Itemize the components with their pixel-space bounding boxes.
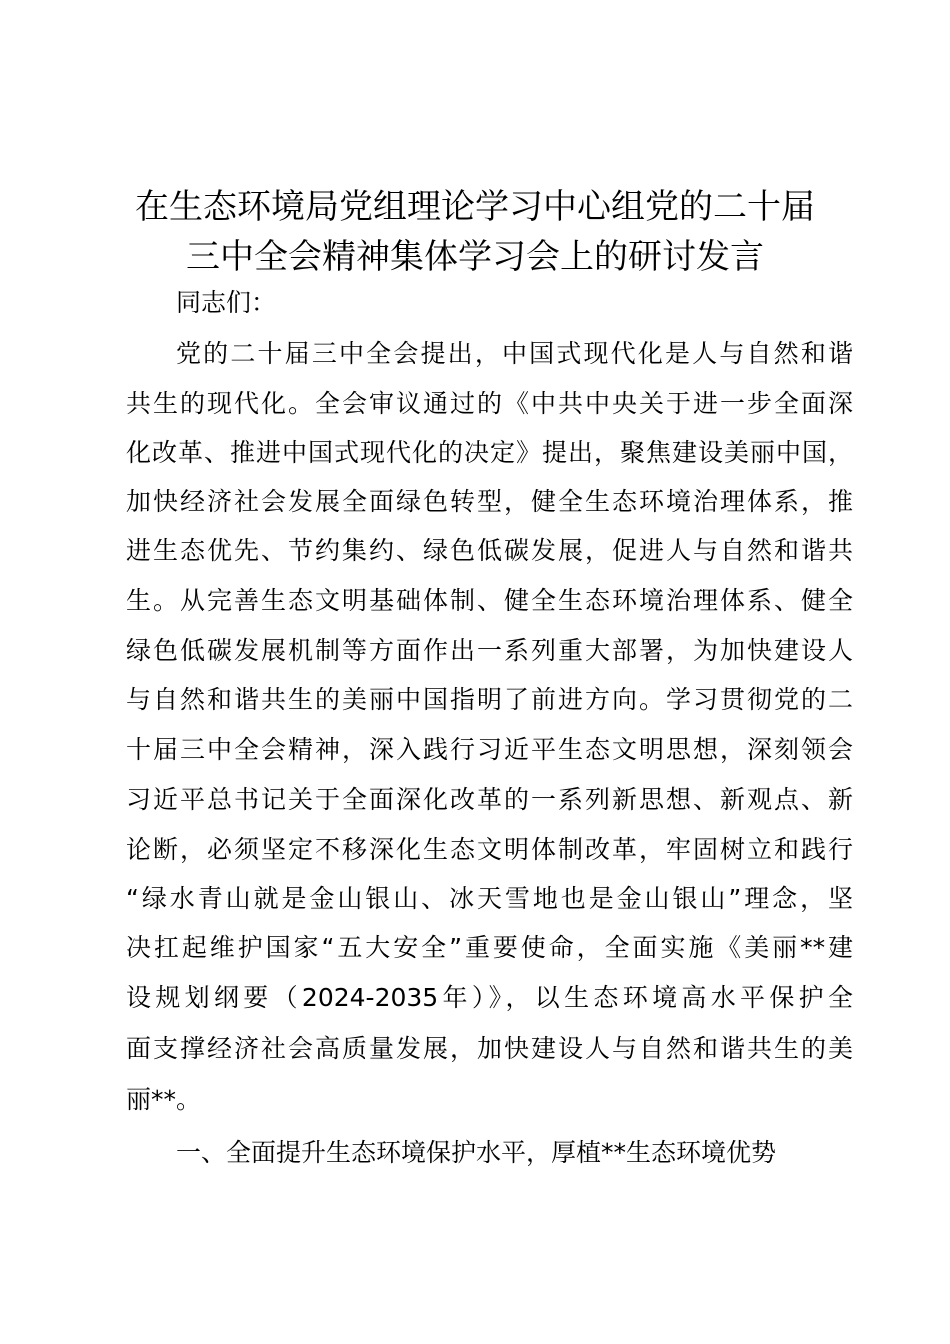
document-title-line-2: 三中全会精神集体学习会上的研讨发言 bbox=[186, 237, 764, 277]
body-line: 共生的现代化。全会审议通过的《中共中央关于进一步全面深 bbox=[126, 389, 853, 418]
body-line: 进生态优先、节约集约、绿色低碳发展，促进人与自然和谐共 bbox=[126, 536, 853, 565]
body-line: 十届三中全会精神，深入践行习近平生态文明思想，深刻领会 bbox=[126, 735, 853, 764]
body-line: 习近平总书记关于全面深化改革的一系列新思想、新观点、新 bbox=[126, 785, 853, 814]
body-line: 论断，必须坚定不移深化生态文明体制改革，牢固树立和践行 bbox=[126, 835, 853, 864]
body-line: 丽**。 bbox=[126, 1085, 202, 1114]
salutation: 同志们： bbox=[176, 288, 277, 317]
body-line: 生。从完善生态文明基础体制、健全生态环境治理体系、健全 bbox=[126, 586, 853, 615]
body-line: 绿色低碳发展机制等方面作出一系列重大部署，为加快建设人 bbox=[126, 636, 853, 665]
body-line: 党的二十届三中全会提出，中国式现代化是人与自然和谐 bbox=[176, 339, 853, 368]
body-line: 加快经济社会发展全面绿色转型，健全生态环境治理体系，推 bbox=[126, 487, 853, 516]
document-title-line-1: 在生态环境局党组理论学习中心组党的二十届 bbox=[135, 187, 815, 227]
body-line: “绿水青山就是金山银山、冰天雪地也是金山银山”理念，坚 bbox=[126, 884, 853, 913]
body-line: 化改革、推进中国式现代化的决定》提出，聚焦建设美丽中国， bbox=[126, 438, 853, 467]
body-line: 设规划纲要（2024-2035年）》，以生态环境高水平保护全 bbox=[126, 983, 853, 1012]
section-heading: 一、全面提升生态环境保护水平，厚植**生态环境优势 bbox=[176, 1138, 777, 1167]
body-line: 与自然和谐共生的美丽中国指明了前进方向。学习贯彻党的二 bbox=[126, 685, 853, 714]
body-line: 决扛起维护国家“五大安全”重要使命，全面实施《美丽**建 bbox=[126, 933, 853, 962]
body-line: 面支撑经济社会高质量发展，加快建设人与自然和谐共生的美 bbox=[126, 1034, 853, 1063]
